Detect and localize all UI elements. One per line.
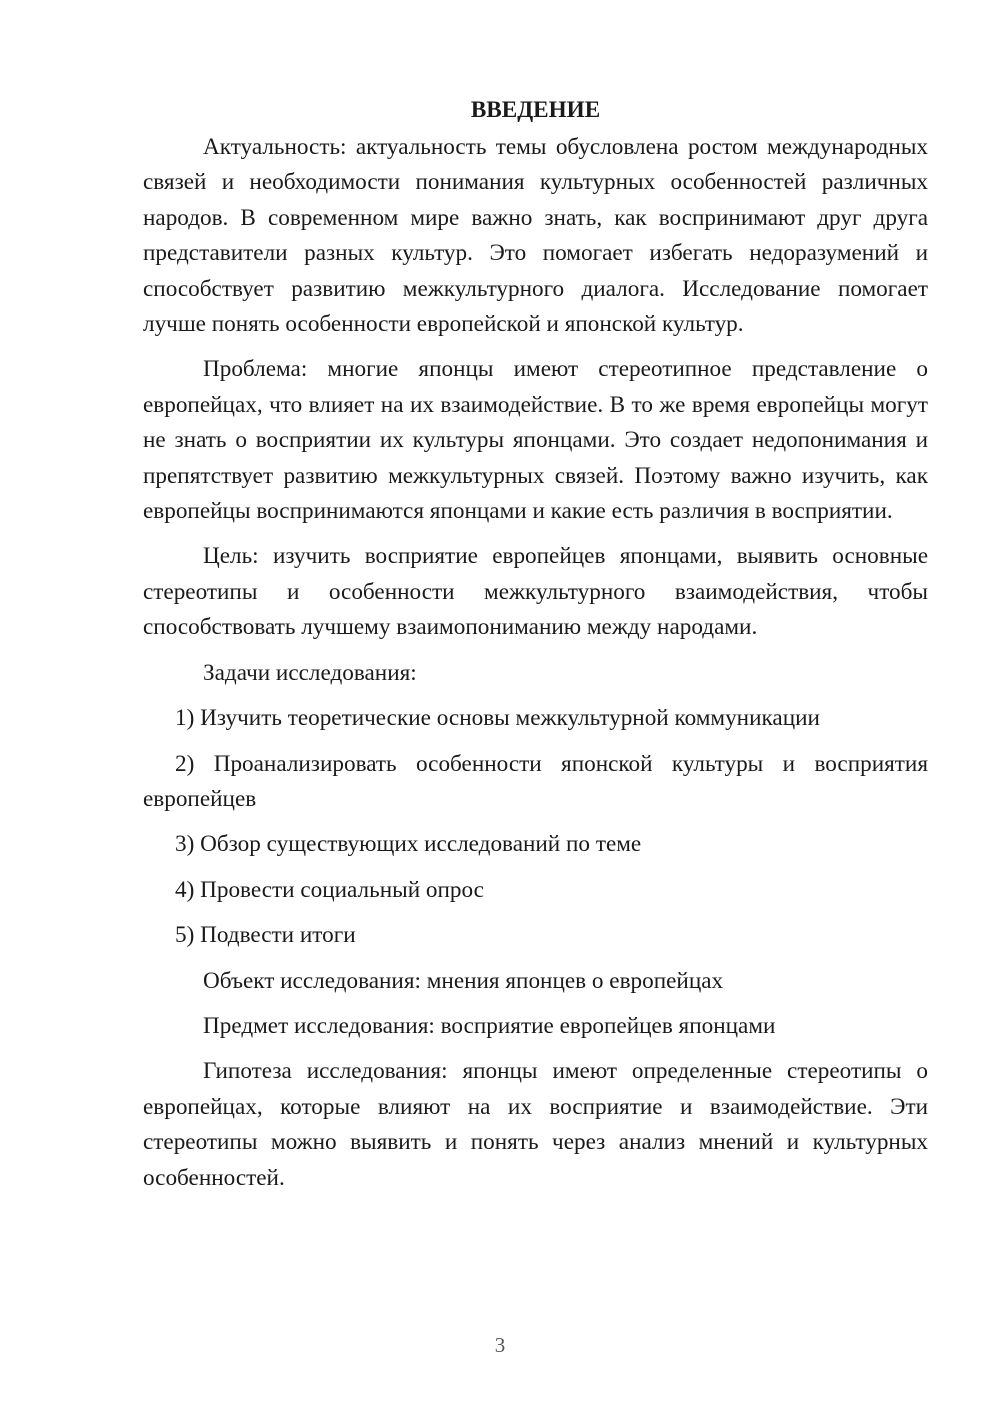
task-item-5: 5) Подвести итоги: [175, 922, 356, 949]
task-item-3: 3) Обзор существующих исследований по теме: [175, 831, 642, 858]
task-item-4: 4) Провести социальный опрос: [175, 876, 484, 903]
problem-paragraph: Проблема: многие японцы имеют стереотипное представление о европейцах, что влияет на их взаимодействие. В то же время европейцы могут не знать о восприятии их культуры японцами. Это создает недопонимания и препятствует развитию межкультурных связей. Поэтому важно изучить, как европейцы воспринимаются японцами и какие есть различия в восприятии.: [143, 356, 928, 525]
object-line: Объект исследования: мнения японцев о европейцах: [203, 967, 724, 994]
document-page: [143, 92, 928, 1206]
task-item-1: 1) Изучить теоретические основы межкультурной коммуникации: [175, 705, 820, 732]
goal-paragraph: Цель: изучить восприятие европейцев японцами, выявить основные стереотипы и особенности межкультурного взаимодействия, чтобы способствовать лучшему взаимопониманию между народами.: [143, 543, 928, 641]
relevance-paragraph: Актуальность: актуальность темы обусловлена ростом международных связей и необходимости понимания культурных особенностей различных народов. В современном мире важно знать, как воспринимают друг друга представители разных культур. Это помогает избегать недоразумений и способствует развитию межкультурного диалога. Исследование помогает лучше понять особенности европейской и японской культур.: [143, 134, 928, 338]
section-title: ВВЕДЕНИЕ: [470, 97, 601, 123]
subject-line: Предмет исследования: восприятие европейцев японцами: [203, 1012, 776, 1039]
tasks-heading: Задачи исследования:: [203, 659, 417, 686]
hypothesis-paragraph: Гипотеза исследования: японцы имеют определенные стереотипы о европейцах, которые влияют на их восприятие и взаимодействие. Эти стереотипы можно выявить и понять через анализ мнений и культурных особенностей.: [143, 1058, 928, 1191]
page-number: 3: [494, 1333, 506, 1357]
task-item-2: 2) Проанализировать особенности японской культуры и восприятия европейцев: [143, 750, 928, 812]
